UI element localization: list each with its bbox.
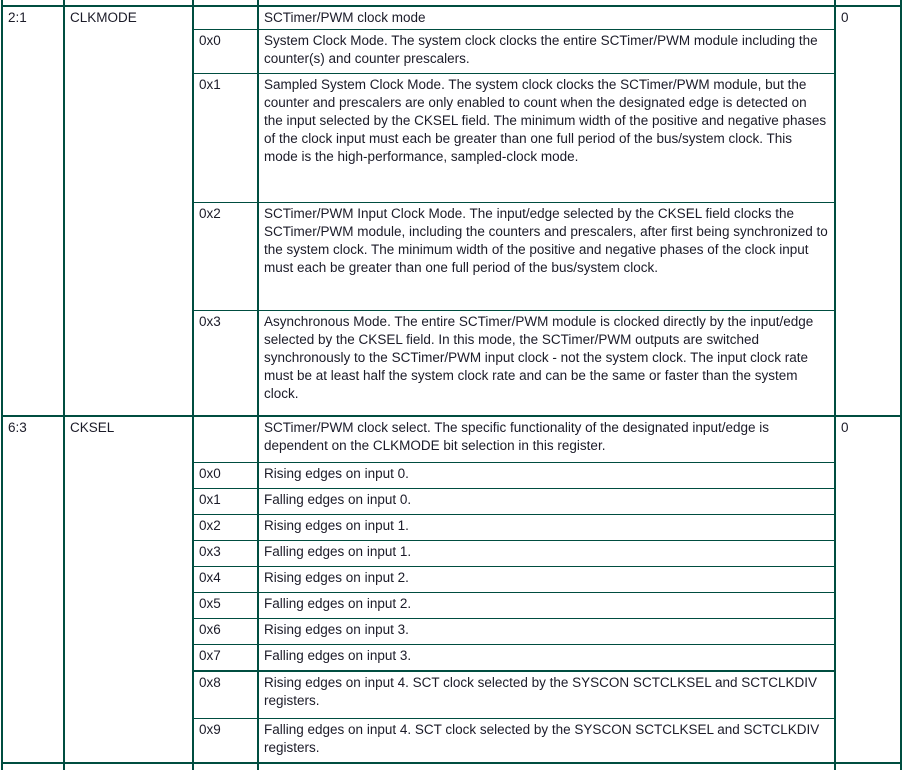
value-code-cell: 0x1 xyxy=(193,74,258,203)
value-description-cell: Falling edges on input 2. xyxy=(258,593,835,619)
value-description-cell: Sampled System Clock Mode. The system clock clocks the SCTimer/PWM module, but the counter and prescalers are only enabled to count when the designated edge is detected on the input selected by the CKSEL field. The minimum width of the positive and negative phases of the clock input must each be greater than one full period of the bus/system clock. This mode is the high-performance, sampled-clock mode. xyxy=(258,74,835,203)
description-cell xyxy=(258,763,835,770)
value-code-cell: 0x3 xyxy=(193,311,258,416)
value-description-cell: SCTimer/PWM Input Clock Mode. The input/edge selected by the CKSEL field clocks the SCTimer/PWM module, including the counters and prescalers, after first being synchronized to the system clock. The minimum width of the positive and negative phases of the clock input must each be greater than one full period of the bus/system clock. xyxy=(258,203,835,311)
value-code-cell: 0x7 xyxy=(193,645,258,671)
value-code-cell: 0x5 xyxy=(193,593,258,619)
value-code-cell xyxy=(193,416,258,463)
value-description-cell: System Clock Mode. The system clock clocks the entire SCTimer/PWM module including the counter(s) and counter prescalers. xyxy=(258,30,835,74)
value-description-cell: Rising edges on input 0. xyxy=(258,463,835,489)
value-description-cell: Falling edges on input 1. xyxy=(258,541,835,567)
value-code-cell: 0x0 xyxy=(193,463,258,489)
value-code-cell: 0x9 xyxy=(193,719,258,763)
table-row xyxy=(2,416,901,463)
symbol-cell xyxy=(64,763,193,770)
value-description-cell: Falling edges on input 3. xyxy=(258,645,835,671)
value-code-cell: 0x4 xyxy=(193,567,258,593)
value-description-cell: Rising edges on input 2. xyxy=(258,567,835,593)
table-row-cutoff-bottom xyxy=(2,763,901,770)
value-description-cell: Asynchronous Mode. The entire SCTimer/PWM module is clocked directly by the input/edge selected by the CKSEL field. In this mode, the SCTimer/PWM outputs are switched synchronously to the SCTimer/PWM input clock - not the system clock. The input clock rate must be at least half the system clock rate and can be the same or faster than the system clock. xyxy=(258,311,835,416)
value-code-cell: 0x8 xyxy=(193,671,258,719)
value-code-cell: 0x6 xyxy=(193,619,258,645)
value-description-cell: Rising edges on input 3. xyxy=(258,619,835,645)
description-cell: SCTimer/PWM clock mode xyxy=(258,6,835,30)
value-description-cell: Rising edges on input 4. SCT clock selected by the SYSCON SCTCLKSEL and SCTCLKDIV registers. xyxy=(258,671,835,719)
value-code-cell: 0x2 xyxy=(193,203,258,311)
value-code-cell: 0x3 xyxy=(193,541,258,567)
symbol-cell: CKSEL xyxy=(64,416,193,763)
value-description-cell: Falling edges on input 0. xyxy=(258,489,835,515)
value-code-cell: 0x2 xyxy=(193,515,258,541)
bit-range-cell: 6:3 xyxy=(2,416,64,763)
value-code-cell: 0x1 xyxy=(193,489,258,515)
value-code-cell xyxy=(193,6,258,30)
register-bit-description-table xyxy=(1,0,902,770)
value-description-cell: Falling edges on input 4. SCT clock selected by the SYSCON SCTCLKSEL and SCTCLKDIV registers. xyxy=(258,719,835,763)
description-cell: SCTimer/PWM clock select. The specific functionality of the designated input/edge is dependent on the CLKMODE bit selection in this register. xyxy=(258,416,835,463)
reset-value-cell xyxy=(835,763,901,770)
value-description-cell: Rising edges on input 1. xyxy=(258,515,835,541)
reset-value-cell: 0 xyxy=(835,6,901,416)
value-code-cell xyxy=(193,763,258,770)
reset-value-cell: 0 xyxy=(835,416,901,763)
bit-range-cell xyxy=(2,763,64,770)
table-row xyxy=(2,6,901,30)
value-code-cell: 0x0 xyxy=(193,30,258,74)
bit-range-cell: 2:1 xyxy=(2,6,64,416)
symbol-cell: CLKMODE xyxy=(64,6,193,416)
